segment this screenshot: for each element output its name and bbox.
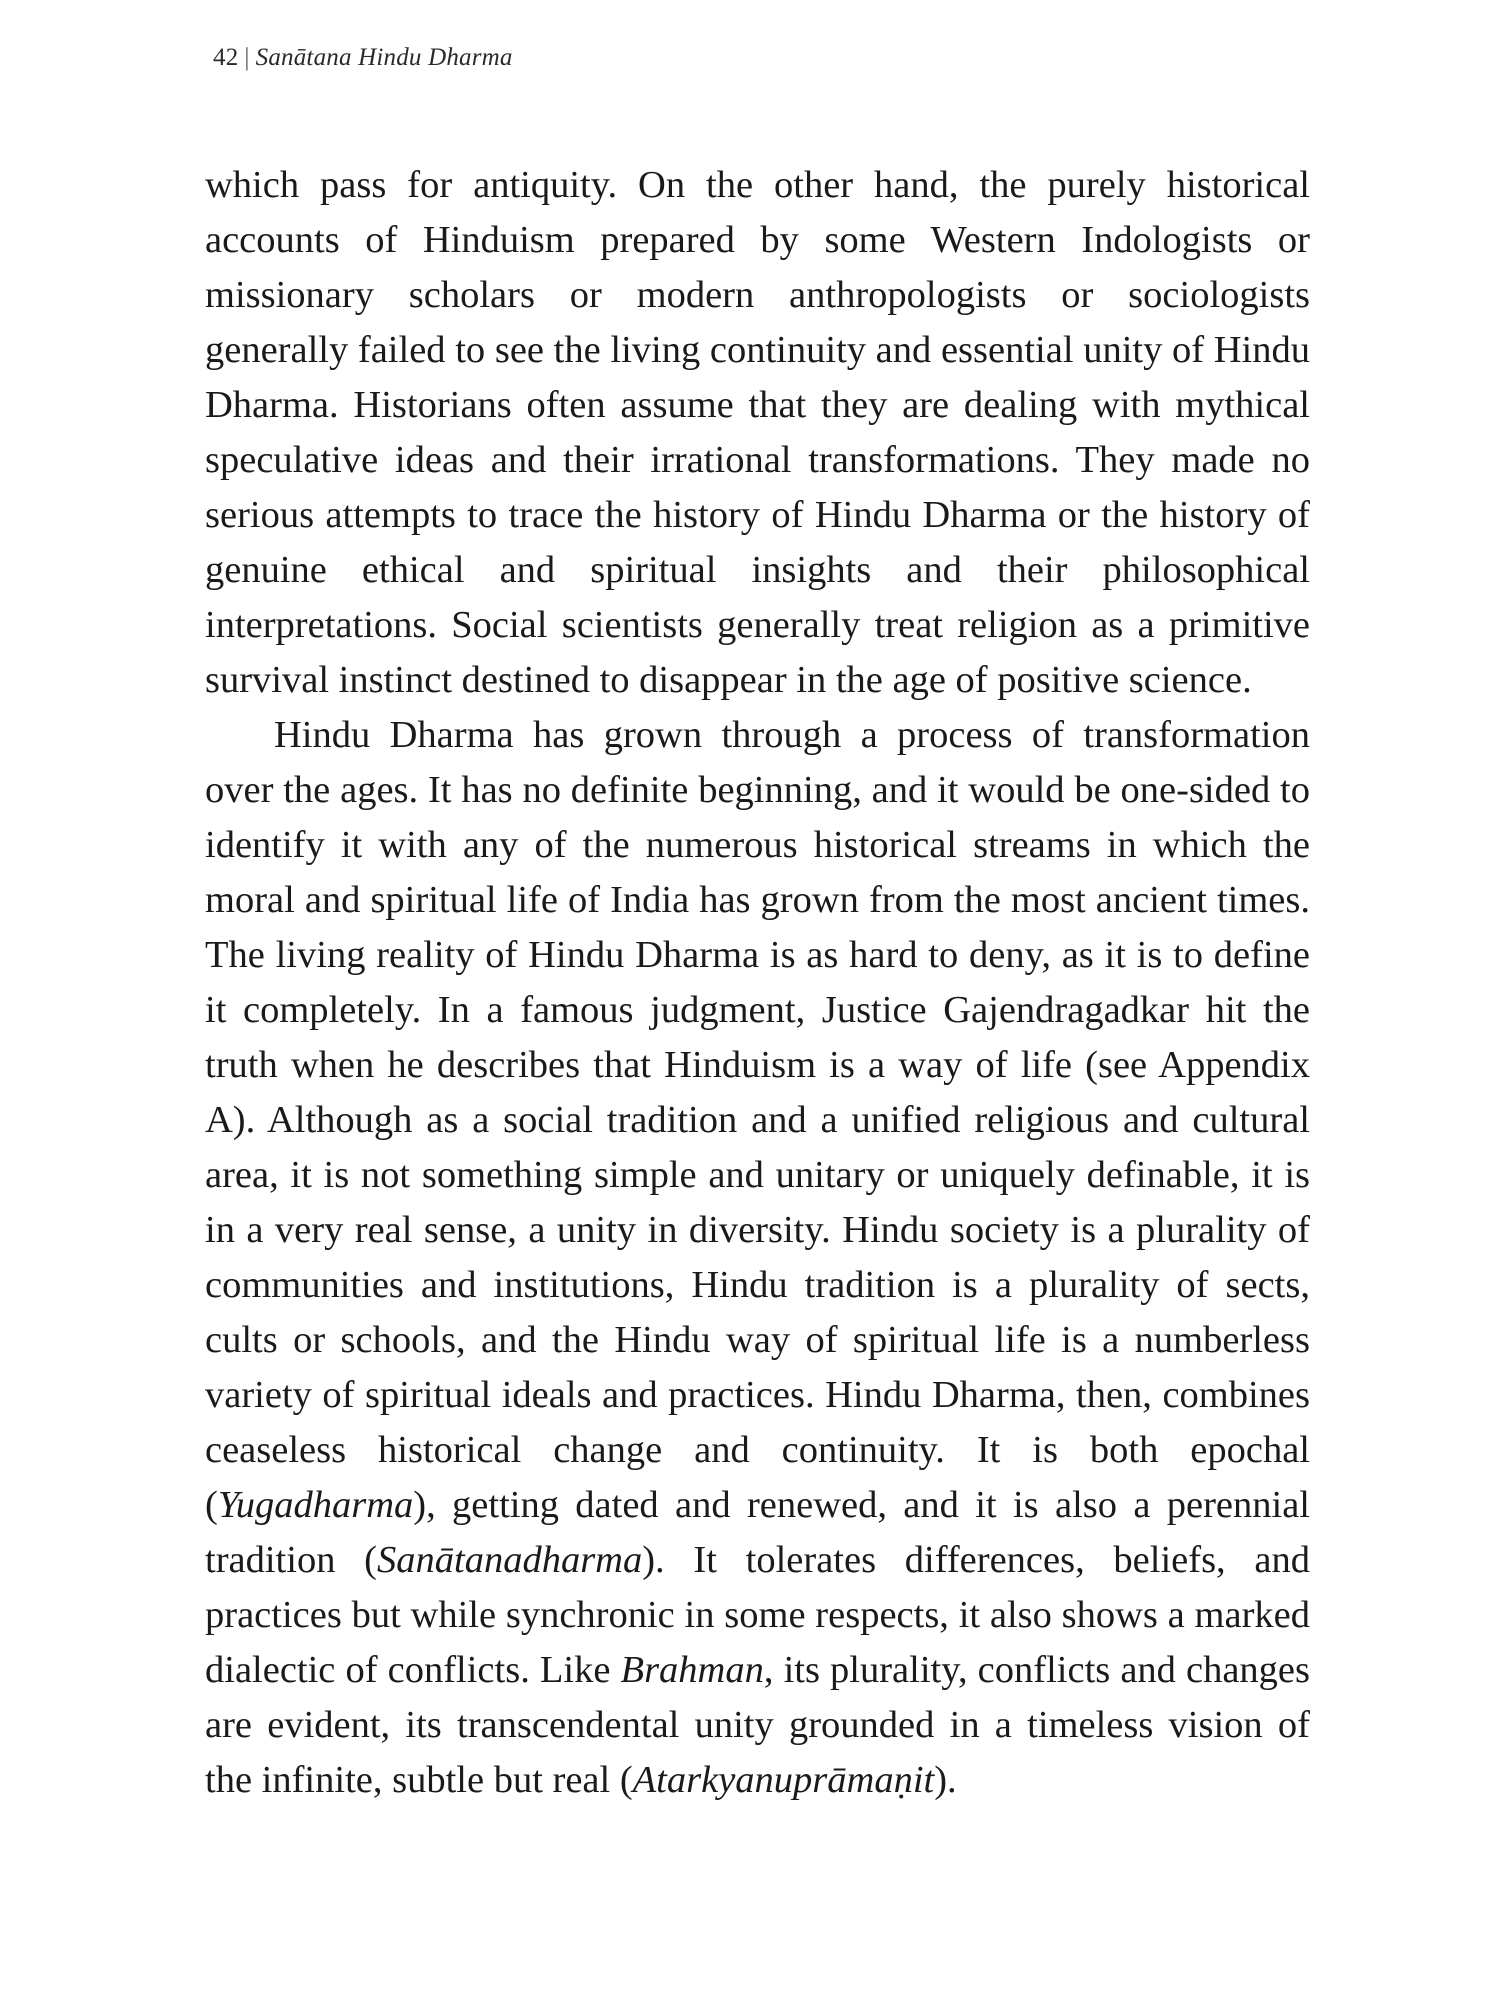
- term-atarkyanupramanit: Atarkyanuprāmaṇit: [632, 1759, 935, 1801]
- book-title: Sanātana Hindu Dharma: [255, 44, 513, 71]
- paragraph-segment: ), getting dated and renewed, and it is also a perennial tradition (: [205, 1484, 1310, 1581]
- term-yugadharma: Yugadharma: [217, 1484, 414, 1526]
- paragraph-segment: Hindu Dharma has grown through a process of transformation over the ages. It has no definite beginning, and it would be one-sided to identify it with any of the numerous historical streams in which the moral and spiritual life of India has grown from the most ancient times. The living reality of Hindu Dharma is as hard to deny, as it is to define it completely. In a famous judgment, Justice Gajendragadkar hit the truth when he describes that Hinduism is a way of life (see Appendix A). Although as a social tradition and a unified religious and cultural area, it is not something simple and unitary or uniquely definable, it is in a very real sense, a unity in diversity. Hindu society is a plurality of communities and institutions, Hindu tradition is a plurality of sects, cults or schools, and the Hindu way of spiritual life is a numberless variety of spiritual ideals and practices. Hindu Dharma, then, combines ceaseless historical change and continuity. It is both epochal (: [205, 714, 1310, 1526]
- term-sanatanadharma: Sanātanadharma: [377, 1539, 643, 1581]
- paragraph-segment: ).: [934, 1759, 957, 1801]
- paragraph-continuation: which pass for antiquity. On the other hand, the purely historical accounts of Hinduism prepared by some Western Indologists or missionary scholars or modern anthropologists or sociologists generally failed to see the living continuity and essential unity of Hindu Dharma. Historians often assume that they are dealing with mythical speculative ideas and their irrational transformations. They made no serious attempts to trace the history of Hindu Dharma or the history of genuine ethical and spiritual insights and their philosophical interpretations. Social scientists generally treat religion as a primitive survival instinct destined to disappear in the age of positive science.: [205, 164, 1310, 701]
- page-body: [205, 158, 1310, 1808]
- page-number: 42: [213, 44, 239, 71]
- header-separator: |: [244, 44, 250, 71]
- running-header: [213, 44, 513, 72]
- paragraph-hindu-dharma: [205, 708, 1310, 1808]
- term-brahman: Brahman: [620, 1649, 764, 1691]
- paragraph-segment: , its plurality, conflicts and changes are evident, its transcendental unity grounded in a timeless vision of the infinite, subtle but real (: [205, 1649, 1310, 1801]
- paragraph-segment: ). It tolerates differences, beliefs, and practices but while synchronic in some respects, it also shows a marked dialectic of conflicts. Like: [205, 1539, 1310, 1691]
